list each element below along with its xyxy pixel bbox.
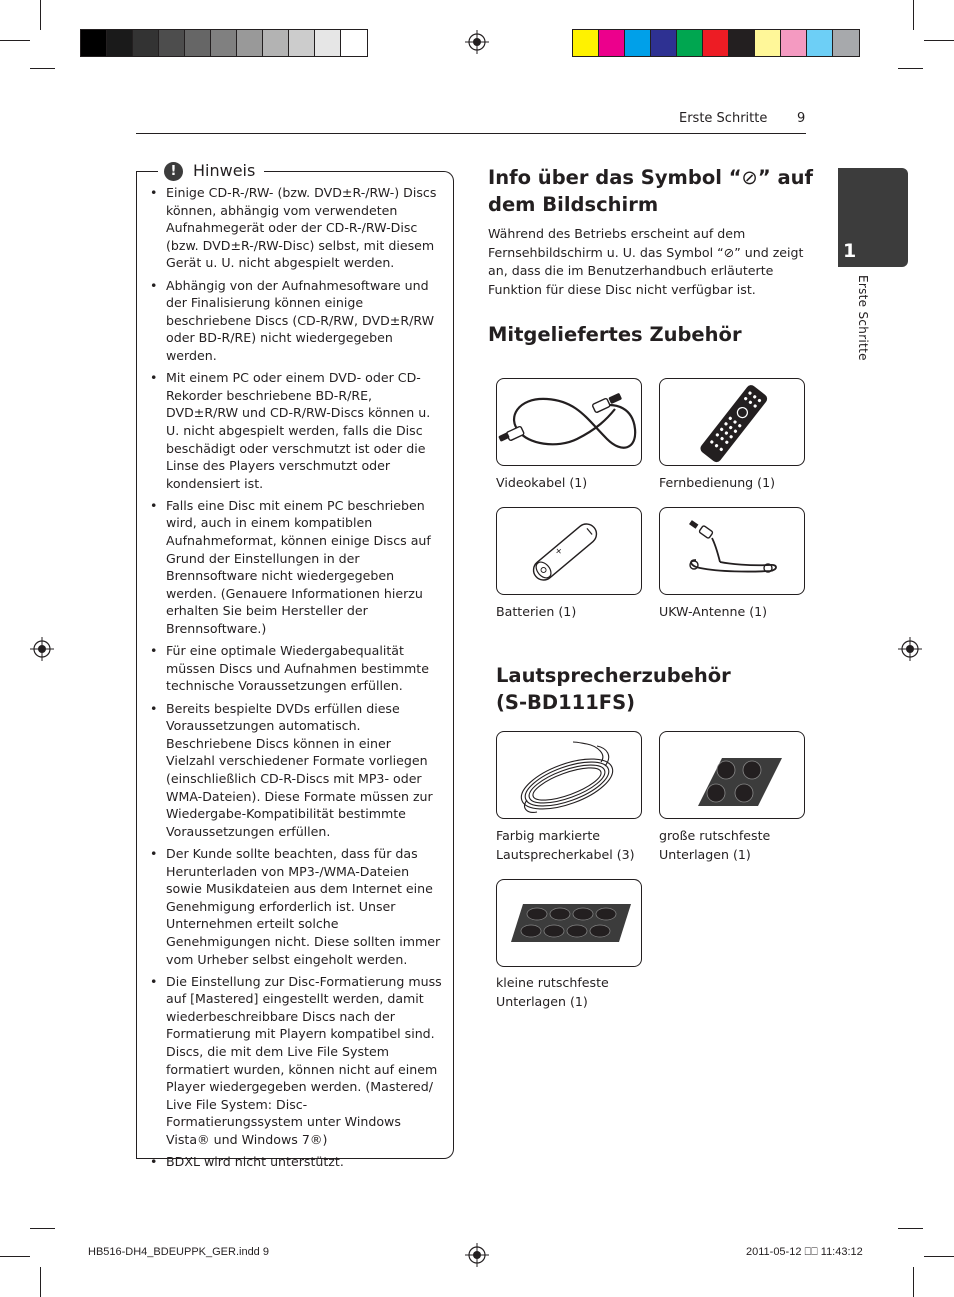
note-list-item xyxy=(146,700,442,841)
note-list-item xyxy=(146,845,442,968)
registration-mark-icon xyxy=(465,1243,489,1267)
accessory-label-line: Unterlagen (1) xyxy=(496,994,588,1009)
note-list-item xyxy=(146,184,442,272)
note-list-item xyxy=(146,973,442,1149)
symbol-body-before: Während des Betriebs erscheint auf dem Fernsehbildschirm u. U. das Symbol “ xyxy=(488,226,746,260)
note-item-text: BDXL wird nicht unterstützt. xyxy=(166,1154,344,1170)
bullet-icon: • xyxy=(150,1154,158,1170)
accessory-box-remote xyxy=(659,378,805,466)
bullet-icon: • xyxy=(150,700,158,716)
color-swatch xyxy=(573,30,599,56)
bullet-icon: • xyxy=(150,497,158,513)
speaker-title-line1: Lautsprecherzubehör xyxy=(496,664,731,687)
accessory-label xyxy=(496,973,609,1011)
accessory-label: UKW-Antenne (1) xyxy=(659,604,768,619)
accessory-box-video-cable xyxy=(496,378,642,466)
gray-swatch xyxy=(211,30,237,56)
accessory-label: Videokabel (1) xyxy=(496,475,588,490)
note-title: Hinweis xyxy=(193,161,256,180)
bullet-icon: • xyxy=(150,277,158,293)
color-swatch xyxy=(677,30,703,56)
note-item-text: Falls eine Disc mit einem PC beschrieben wird, auch in einem kompatiblen Aufnahmeformat, können einige Discs auf Grund der Einstellungen in der Brennsoftware nicht wiedergegeben werden. (Genauere Informationen hierzu erhalten Sie beim Hersteller der Brennsoftware.) xyxy=(166,497,431,637)
gray-swatch xyxy=(263,30,289,56)
color-swatch xyxy=(755,30,781,56)
large-pads-icon xyxy=(660,732,806,820)
note-list xyxy=(146,184,442,1175)
gray-swatch xyxy=(185,30,211,56)
accessory-box-small-pads xyxy=(496,879,642,967)
accessory-box-large-pads xyxy=(659,731,805,819)
accessory-label-line: kleine rutschfeste xyxy=(496,975,609,990)
battery-icon xyxy=(497,508,643,596)
accessory-label xyxy=(659,826,770,864)
accessory-label-line: Unterlagen (1) xyxy=(659,847,751,862)
registration-mark-icon xyxy=(30,637,54,661)
symbol-title-before: Info über das Symbol “ xyxy=(488,166,742,189)
note-item-text: Einige CD-R-/RW- (bzw. DVD±R-/RW-) Discs können, abhängig vom verwendeten Aufnahmegerät oder der CD-R-/RW-Disc (bzw. DVD±R-/RW-Disc) selbst, mit diesem Gerät u. U. nicht abgespielt werden. xyxy=(166,185,437,271)
note-list-item xyxy=(146,497,442,638)
page-number: 9 xyxy=(797,111,806,126)
gray-swatch xyxy=(341,30,367,56)
symbol-title-after: ” auf dem Bildschirm xyxy=(488,166,813,216)
accessory-label-line: Lautsprecherkabel (3) xyxy=(496,847,635,862)
accessory-label-line: Farbig markierte xyxy=(496,828,601,843)
color-swatch xyxy=(625,30,651,56)
gray-swatch xyxy=(237,30,263,56)
color-swatch xyxy=(599,30,625,56)
prohibited-symbol-icon: ⊘ xyxy=(741,166,758,189)
accessories-title: Mitgeliefertes Zubehör xyxy=(488,323,742,346)
note-item-text: Bereits bespielte DVDs erfüllen diese Voraussetzungen automatisch. Beschriebene Discs können in einer Vielzahl verschiedener Formate vorliegen (einschließlich CD-R-Discs mit MP3- oder WMA-Dateien). Diese Formate müssen zur Wiedergabe-Kompatibilität bestimmte Voraussetzungen erfüllen. xyxy=(166,700,433,839)
small-pads-icon xyxy=(497,880,643,968)
note-list-item xyxy=(146,642,442,695)
note-list-item xyxy=(146,369,442,492)
symbol-body-after: ” und zeigt an, dass die im Benutzerhandbuch erläuterte Funktion für diese Disc nicht verfügbar ist. xyxy=(488,244,804,297)
running-header-title: Erste Schritte xyxy=(679,111,768,126)
bullet-icon: • xyxy=(150,370,158,386)
accessory-label: Batterien (1) xyxy=(496,604,577,619)
chapter-number: 1 xyxy=(843,240,857,262)
gray-swatch xyxy=(133,30,159,56)
accessory-box-battery xyxy=(496,507,642,595)
note-list-item xyxy=(146,1153,442,1171)
bullet-icon: • xyxy=(150,643,158,659)
color-swatch xyxy=(807,30,833,56)
accessory-label: Fernbedienung (1) xyxy=(659,475,776,490)
speaker-accessories-title xyxy=(496,662,731,716)
gray-swatch xyxy=(107,30,133,56)
note-item-text: Für eine optimale Wiedergabequalität müssen Discs und Aufnahmen bestimmte technische Voraussetzungen erfüllen. xyxy=(166,643,429,694)
chapter-label: Erste Schritte xyxy=(856,275,870,361)
exclamation-icon: ! xyxy=(164,162,183,181)
footer-timestamp: 2011-05-12 ⎕⎕ 11:43:12 xyxy=(746,1246,863,1258)
speaker-cable-icon xyxy=(497,732,643,820)
gray-swatch xyxy=(315,30,341,56)
accessory-box-speaker-cable xyxy=(496,731,642,819)
color-swatch xyxy=(781,30,807,56)
remote-control-icon xyxy=(660,379,806,467)
note-item-text: Der Kunde sollte beachten, dass für das Herunterladen von MP3-/WMA-Dateien sowie Musikdateien aus dem Internet eine Genehmigung erforderlich ist. Unser Unternehmen erteilt solche Genehmigungen nicht. Diese sollten immer vom Urheber selbst eingeholt werden. xyxy=(166,845,441,967)
grayscale-color-bar xyxy=(80,29,368,57)
bullet-icon: • xyxy=(150,973,158,989)
note-item-text: Mit einem PC oder einem DVD- oder CD-Rekorder beschriebene BD-R/RE, DVD±R/RW und CD-R/RW-Discs können u. U. nicht abgespielt werden, falls die Disc beschädigt oder verschmutzt ist oder die Linse des Players verschmutzt oder kondensiert ist. xyxy=(166,370,431,491)
note-item-text: Die Einstellung zur Disc-Formatierung muss auf [Mastered] eingestellt werden, damit wiederbeschreibbare Discs nach der Formatierung mit Playern kompatibel sind. Discs, die mit dem Live File System formatiert wurden, können nicht auf einem Player wiedergegeben werden. (Mastered/ Live File System: Disc-Formatierungssystem unter Windows Vista® und Windows 7®) xyxy=(166,973,442,1148)
registration-mark-icon xyxy=(898,637,922,661)
color-swatch xyxy=(833,30,859,56)
color-swatch xyxy=(729,30,755,56)
gray-swatch xyxy=(289,30,315,56)
symbol-section-body xyxy=(488,225,808,299)
note-item-text: Abhängig von der Aufnahmesoftware und der Finalisierung können einige beschriebene Discs (CD-R/RW, DVD±R/RW oder BD-R/RE) nicht wiedergegeben werden. xyxy=(166,277,435,363)
note-list-item xyxy=(146,277,442,365)
fm-antenna-icon xyxy=(660,508,806,596)
bullet-icon: • xyxy=(150,845,158,861)
registration-mark-icon xyxy=(465,30,489,54)
bullet-icon: • xyxy=(150,185,158,200)
symbol-section-title xyxy=(488,164,818,218)
process-color-bar xyxy=(572,29,860,57)
speaker-title-line2: (S-BD111FS) xyxy=(496,691,636,714)
header-rule xyxy=(136,133,806,134)
color-swatch xyxy=(651,30,677,56)
accessory-label-line: große rutschfeste xyxy=(659,828,771,843)
prohibited-symbol-icon: ⊘ xyxy=(723,244,735,260)
footer-filename: HB516-DH4_BDEUPPK_GER.indd 9 xyxy=(88,1246,269,1258)
gray-swatch xyxy=(159,30,185,56)
color-swatch xyxy=(703,30,729,56)
svg-text:+: + xyxy=(553,545,566,558)
note-box-left-border xyxy=(136,171,137,1159)
video-cable-icon xyxy=(497,379,643,467)
accessory-label xyxy=(496,826,635,864)
accessory-box-antenna xyxy=(659,507,805,595)
gray-swatch xyxy=(81,30,107,56)
